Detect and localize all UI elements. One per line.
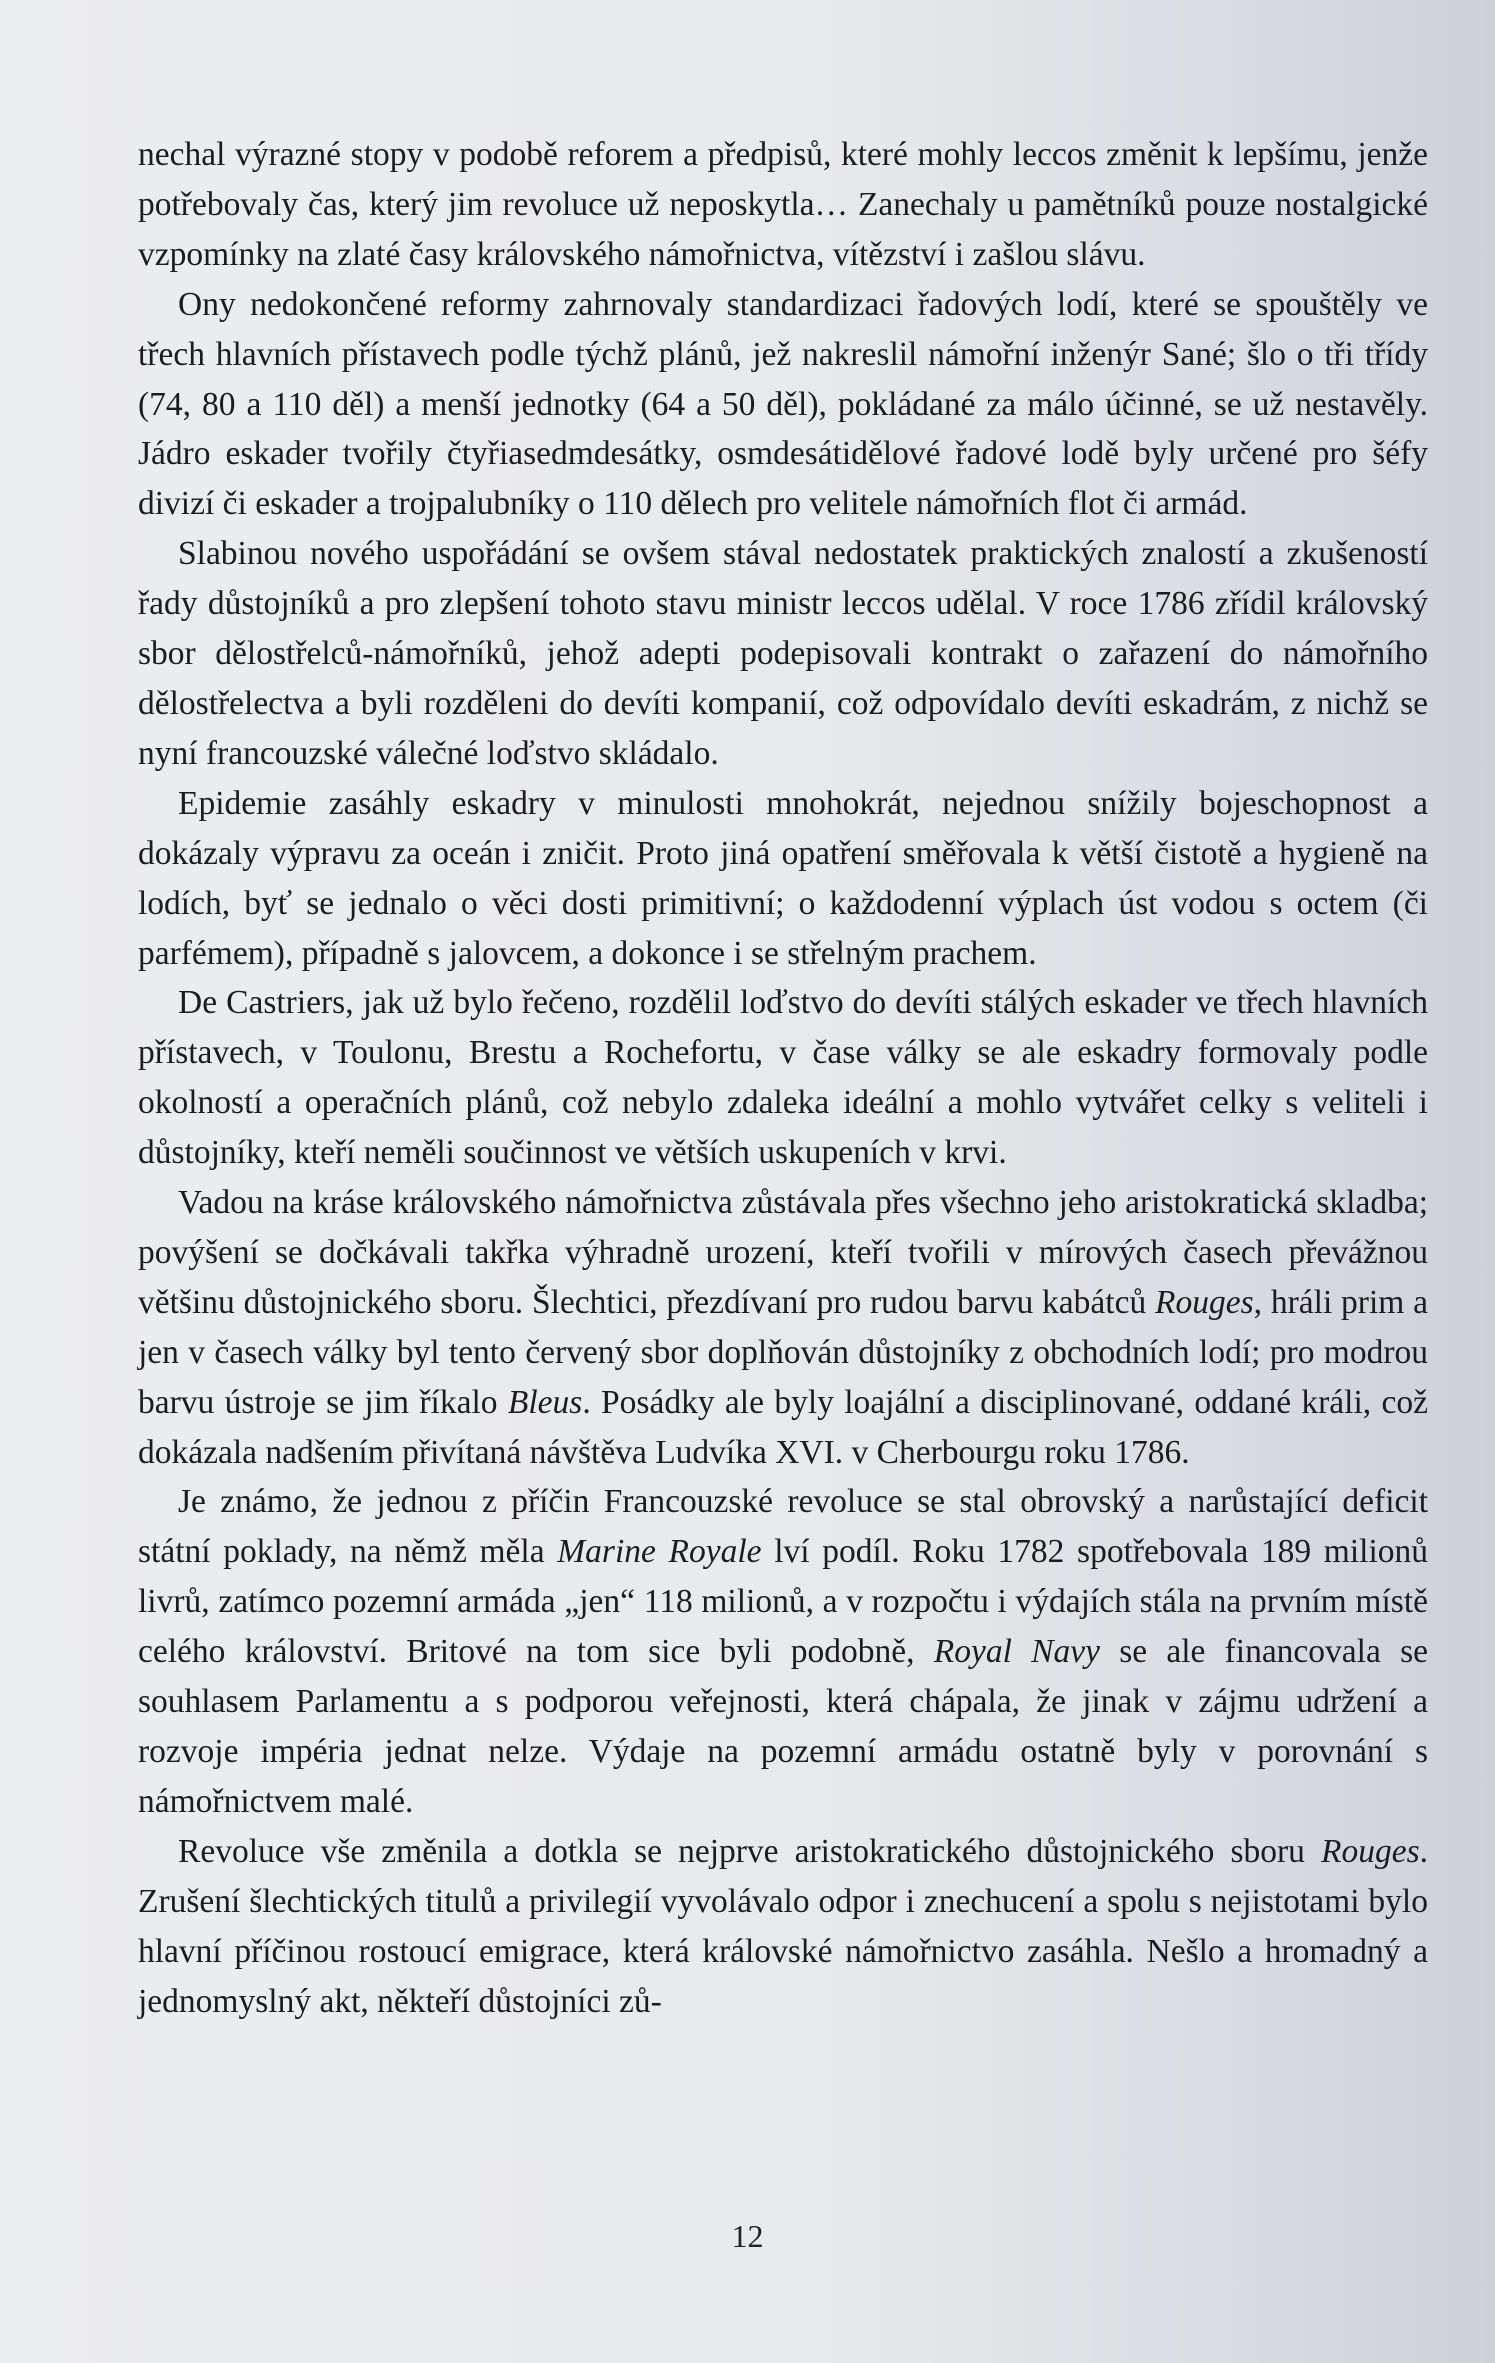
text-segment: Revoluce vše změnila a dotkla se nejprve aristokratického důstojnického sboru [178,1832,1321,1870]
italic-term: Rouges [1321,1832,1420,1870]
text-segment: lví podíl. Roku 1782 spotřebovala 189 milionů livrů, zatímco pozemní armáda „jen“ 118 milionů, a v rozpočtu i výdajích stála na prvním místě celého království. Britové na tom sice byli podobně, [138,1533,1428,1671]
text-segment: Ony nedokončené reformy zahrnovaly standardizaci řadových lodí, které se spouštěly ve třech hlavních přístavech podle týchž plánů, jež nakreslil námořní inženýr Sané; šlo o tři třídy (74, 80 a 110 děl) a menší jednotky (64 a 50 děl), pokládané za málo účinné, se už nestavěly. Jádro eskader tvořily čtyřiasedmdesátky, osmdesátidělové řadové lodě byly určené pro šéfy divizí či eskader a trojpalubníky o 110 dělech pro velitele námořních flot či armád. [138,285,1428,523]
italic-term: Marine Royale [557,1533,762,1571]
text-segment: nechal výrazné stopy v podobě reforem a předpisů, které mohly leccos změnit k lepšímu, jenže potřebovaly čas, který jim revoluce už neposkytla… Zanechaly u pamětníků pouze nostalgické vzpomínky na zlaté časy královského námořnictva, vítězství i zašlou slávu. [138,136,1428,273]
text-segment: . Posádky ale byly loajální a disciplinované, oddané králi, což dokázala nadšením přivítaná návštěva Ludvíka XVI. v Cherbourgu roku 1786. [138,1383,1429,1471]
paragraph [138,529,1428,779]
text-segment: Slabinou nového uspořádání se ovšem stával nedostatek praktických znalostí a zkušeností řady důstojníků a pro zlepšení tohoto stavu ministr leccos udělal. V roce 1786 zřídil královský sbor dělostřelců-námořníků, jehož adepti podepisovali kontrakt o zařazení do námořního dělostřelectva a byli rozděleni do devíti kompanií, což odpovídalo devíti eskadrám, z nichž se nyní francouzské válečné loďstvo skládalo. [138,535,1428,772]
text-segment: , hráli prim a jen v časech války byl tento červený sbor doplňován důstojníky z obchodních lodí; pro modrou barvu ústroje se jim říkalo [138,1283,1429,1421]
text-segment: De Castriers, jak už bylo řečeno, rozdělil loďstvo do devíti stálých eskader ve třech hlavních přístavech, v Toulonu, Brestu a Rochefortu, v čase války se ale eskadry formovaly podle okolností a operačních plánů, což nebylo zdaleka ideální a mohlo vytvářet celky s veliteli i důstojníky, kteří neměli součinnost ve větších uskupeních v krvi. [138,984,1428,1172]
body-text [138,130,1428,2026]
italic-term: Rouges [1155,1283,1254,1321]
text-segment: Je známo, že jednou z příčin Francouzské revoluce se stal obrovský a narůstající deficit státní poklady, na němž měla [138,1483,1428,1571]
text-segment: Epidemie zasáhly eskadry v minulosti mnohokrát, nejednou snížily bojeschopnost a dokázaly výpravu za oceán i zničit. Proto jiná opatření směřovala k větší čistotě a hygieně na lodích, byť se jednalo o věci dosti primitivní; o každodenní výplach úst vodou s octem (či parfémem), případně s jalovcem, a dokonce i se střelným prachem. [138,784,1428,972]
text-segment: se ale financovala se souhlasem Parlamentu a s podporou veřejnosti, která chápala, že jinak v zájmu udržení a rozvoje impéria jednat nelze. Výdaje na pozemní armádu ostatně byly v porovnání s námořnictvem malé. [138,1633,1428,1820]
paragraph [138,130,1428,280]
paragraph [138,779,1428,979]
paragraph [138,1477,1428,1826]
text-segment: Vadou na kráse královského námořnictva zůstávala přes všechno jeho aristokratická skladba; povýšení se dočkávali takřka výhradně urození, kteří tvořili v mírových časech převážnou většinu důstojnického sboru. Šlechtici, přezdívaní pro rudou barvu kabátců [138,1184,1428,1321]
paragraph [138,1827,1428,2027]
paragraph [138,1178,1428,1477]
paragraph [138,280,1428,530]
paragraph [138,978,1428,1178]
italic-term: Bleus [507,1383,583,1421]
page-number: 12 [731,2218,764,2254]
text-segment: . Zrušení šlechtických titulů a privilegií vyvolávalo odpor i znechucení a spolu s nejistotami bylo hlavní příčinou rostoucí emigrace, která královské námořnictvo zasáhla. Nešlo a hromadný a jednomyslný akt, někteří důstojníci zů- [138,1832,1428,2020]
italic-term: Royal Navy [933,1633,1100,1671]
